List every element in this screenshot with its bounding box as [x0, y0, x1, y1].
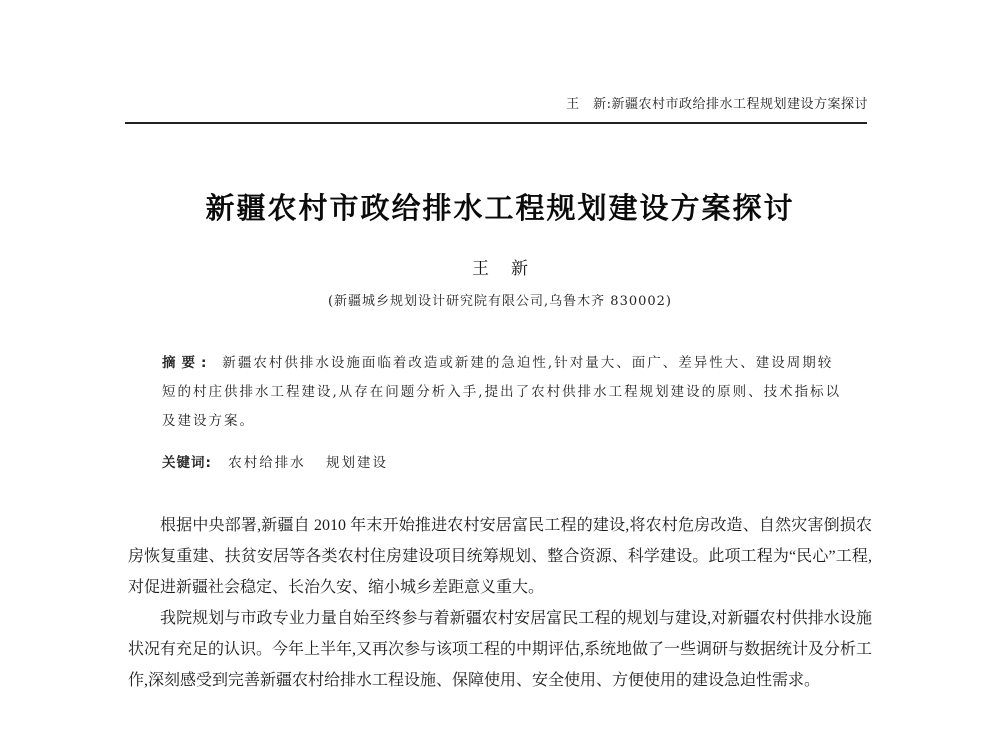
header-rule	[125, 122, 867, 124]
keywords-label: 关键词:	[162, 455, 212, 471]
abstract-block	[162, 349, 842, 436]
body-paragraph: 我院规划与市政专业力量自始至终参与着新疆农村安居富民工程的规划与建设,对新疆农村供排水设施状况有充足的认识。今年上半年,又再次参与该项工程的中期评估,系统地做了一些调研与数据统计及分析工作,深刻感受到完善新疆农村给排水工程设施、保障使用、安全使用、方便使用的建设急迫性需求。	[128, 610, 873, 689]
abstract-label: 摘要:	[162, 355, 213, 371]
body-text	[128, 510, 872, 696]
keyword-item: 农村给排水	[228, 455, 306, 471]
abstract-text: 新疆农村供排水设施面临着改造或新建的急迫性,针对量大、面广、差异性大、建设周期较短的村庄供排水工程建设,从存在问题分析入手,提出了农村供排水工程规划建设的原则、技术指标以及建设方案。	[162, 355, 842, 429]
article-title: 新疆农村市政给排水工程规划建设方案探讨	[205, 191, 795, 225]
keywords-block	[162, 451, 402, 471]
running-header: 王 新:新疆农村市政给排水工程规划建设方案探讨	[566, 97, 868, 112]
keyword-item: 规划建设	[326, 455, 388, 471]
body-paragraph: 根据中央部署,新疆自 2010 年末开始推进农村安居富民工程的建设,将农村危房改造、自然灾害倒损农房恢复重建、扶贫安居等各类农村住房建设项目统筹规划、整合资源、科学建设。此项工程为“民心”工程,对促进新疆社会稳定、长治久安、缩小城乡差距意义重大。	[128, 517, 872, 596]
author-name: 王新	[472, 259, 550, 279]
author-affiliation: (新疆城乡规划设计研究院有限公司,乌鲁木齐 830002)	[327, 294, 673, 309]
